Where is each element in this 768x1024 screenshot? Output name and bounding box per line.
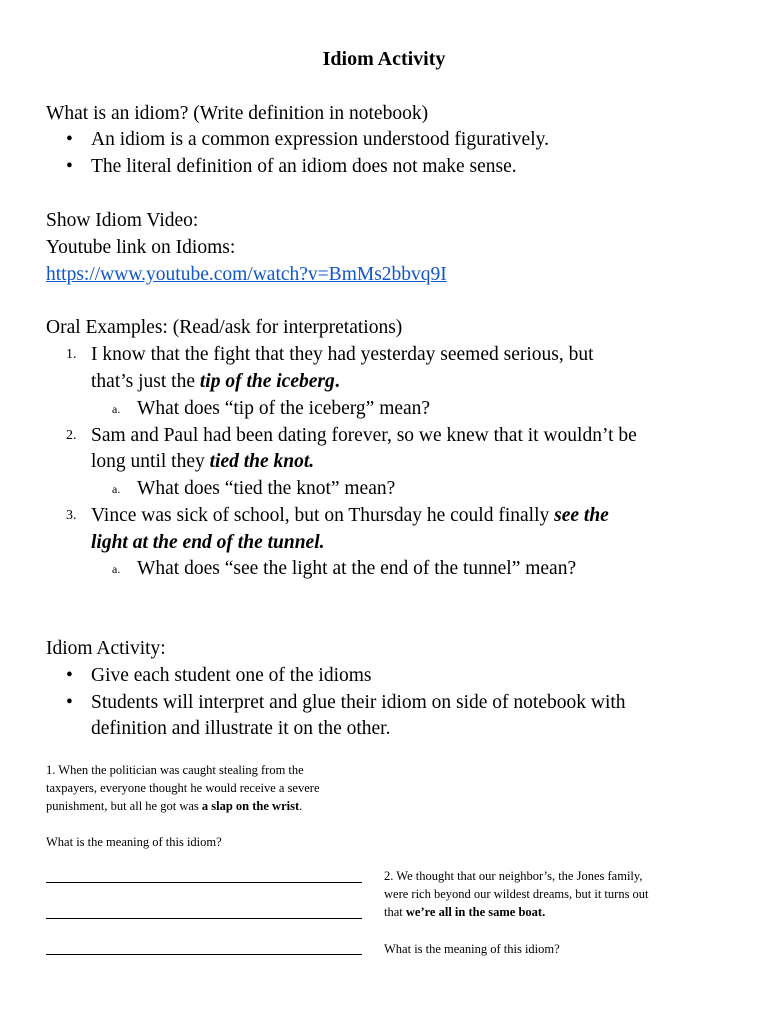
example-2-line1: Sam and Paul had been dating forever, so we knew that it wouldn’t be	[91, 425, 637, 446]
list-number: 1.	[66, 347, 77, 362]
bullet-icon: •	[66, 692, 73, 713]
example-3-line1: Vince was sick of school, but on Thursday he could finally see the	[91, 505, 609, 526]
example-3-question: What does “see the light at the end of the tunnel” mean?	[137, 558, 577, 579]
sub-marker: a.	[112, 562, 121, 576]
example-3-line2	[91, 530, 325, 556]
example-2-question: What does “tied the knot” mean?	[137, 478, 396, 499]
youtube-link[interactable]: https://www.youtube.com/watch?v=BmMs2bbvq9I	[46, 264, 447, 285]
answer-line	[46, 954, 362, 955]
video-heading: Show Idiom Video:	[46, 210, 199, 231]
card-2-question: What is the meaning of this idiom?	[384, 942, 560, 956]
example-1-line1: I know that the fight that they had yesterday seemed serious, but	[91, 344, 594, 365]
document-page: Idiom Activity What is an idiom? (Write definition in notebook) • An idiom is a common expression understood figuratively. • The literal definition of an idiom does not make sense. Show Idiom Video: Youtube link on Idioms: https://www.youtube.com/watch?v=BmMs2bbvq9I Oral Examples: (Read/ask for interpretations) 1. I know that the fight that they had yesterday seemed serious, but that’s just the tip of the iceberg. a. What does “tip of the iceberg” mean? 2. Sam and Paul had been dating forever, so we knew that it wouldn’t be long until they tied the knot. a. What does “tied the knot” mean? 3. Vince was sick of school, but on Thursday he could finally see the light at the end of the tunnel. a. What does “see the light at the end of the tunnel” mean? Idiom Activity: • Give each student one of the idioms • Students will interpret and glue their idiom on side of notebook with definition and illustrate it on the other. 1. When the politician was caught stealing from the taxpayers, everyone thought he would receive a severe punishment, but all he got was a slap on the wrist. What is the meaning of this idiom? 2. We thought that our neighbor’s, the Jones family, were rich beyond our wildest dreams, but it turns out that we’re all in the same boat. What is the meaning of this idiom?	[0, 0, 768, 1024]
example-1-line2: that’s just the tip of the iceberg.	[91, 371, 340, 392]
bullet-icon: •	[66, 129, 73, 150]
card-2-line1: 2. We thought that our neighbor’s, the Jones family,	[384, 869, 643, 883]
example-2-line2: long until they tied the knot.	[91, 451, 315, 472]
idiom-text: light at the end of the tunnel.	[91, 532, 325, 553]
oral-examples-heading: Oral Examples: (Read/ask for interpretations)	[46, 317, 403, 338]
idiom-text: a slap on the wrist	[201, 799, 300, 813]
activity-bullet-2-continued: definition and illustrate it on the other.	[91, 718, 391, 739]
card-1-question: What is the meaning of this idiom?	[46, 835, 222, 849]
card-1-line3: punishment, but all he got was a slap on the wrist.	[46, 799, 303, 813]
bullet-icon: •	[66, 665, 73, 686]
sub-marker: a.	[112, 402, 121, 416]
answer-line	[46, 882, 362, 883]
idiom-text: we’re all in the same boat.	[405, 905, 546, 919]
sub-marker: a.	[112, 482, 121, 496]
card-1-line2: taxpayers, everyone thought he would receive a severe	[46, 781, 320, 795]
list-number: 3.	[66, 508, 77, 523]
list-number: 2.	[66, 428, 77, 443]
card-2-line3: that we’re all in the same boat.	[384, 905, 546, 919]
video-link-label: Youtube link on Idioms:	[46, 237, 236, 258]
idiom-text: see the	[554, 505, 609, 526]
bullet-icon: •	[66, 156, 73, 177]
card-1-line1: 1. When the politician was caught stealing from the	[46, 763, 304, 777]
activity-heading: Idiom Activity:	[46, 638, 166, 659]
example-1-question: What does “tip of the iceberg” mean?	[137, 398, 431, 419]
idiom-question: What is an idiom? (Write definition in notebook)	[46, 103, 429, 124]
card-2-line2: were rich beyond our wildest dreams, but it turns out	[384, 887, 649, 901]
idiom-text: tip of the iceberg	[199, 371, 335, 392]
page-title: Idiom Activity	[322, 48, 446, 70]
answer-line	[46, 918, 362, 919]
idiom-text: tied the knot.	[209, 451, 315, 472]
